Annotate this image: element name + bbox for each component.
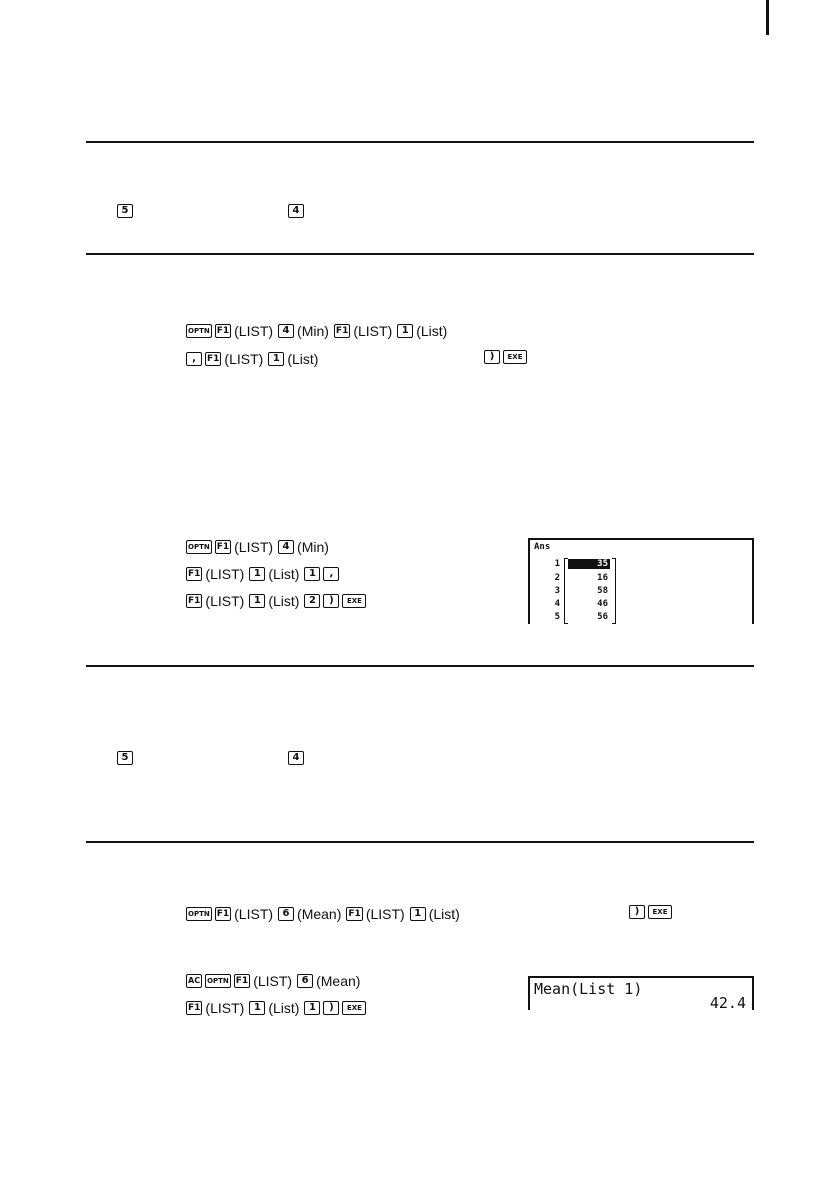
label-list: (List) (268, 593, 300, 609)
list-row (530, 599, 620, 613)
calculator-screen-mean-result (528, 976, 754, 1010)
key-4: 4 (278, 324, 294, 338)
key-f1: F1 (215, 324, 231, 338)
key-exe: EXE (648, 905, 672, 919)
key-1: 1 (268, 352, 284, 366)
label-list-menu: (LIST) (253, 973, 293, 989)
label-list-menu: (LIST) (205, 566, 245, 582)
label-list: (List) (428, 906, 460, 922)
page-edge-marker (766, 0, 769, 35)
label-mean: (Mean) (316, 973, 361, 989)
label-list-menu: (LIST) (205, 1000, 245, 1016)
syntax-line-2 (186, 350, 320, 368)
key-f1: F1 (205, 352, 221, 366)
key-close-paren: ) (323, 594, 339, 608)
label-list-menu: (LIST) (205, 593, 245, 609)
key-close-paren: ) (629, 905, 645, 919)
key-1: 1 (410, 907, 426, 921)
key-5: 5 (117, 204, 133, 218)
example-line-3 (186, 592, 366, 610)
key-ac: AC (186, 974, 202, 988)
key-reference-row-2 (117, 751, 133, 765)
row-index: 2 (554, 573, 560, 583)
screen-title: Ans (534, 542, 551, 552)
key-4: 4 (278, 540, 294, 554)
mean-example-line-1 (186, 972, 362, 990)
key-f1: F1 (234, 974, 250, 988)
label-list-menu: (LIST) (353, 323, 393, 339)
key-f1: F1 (186, 1001, 202, 1015)
row-value: 58 (597, 586, 608, 596)
key-1: 1 (249, 594, 265, 608)
key-f1: F1 (215, 907, 231, 921)
key-comma: , (323, 567, 339, 581)
key-5: 5 (117, 751, 133, 765)
section-divider-1 (86, 141, 754, 143)
syntax-line-2-end (484, 350, 527, 364)
key-f1: F1 (334, 324, 350, 338)
key-exe: EXE (503, 350, 527, 364)
key-1: 1 (397, 324, 413, 338)
example-line-2 (186, 565, 339, 583)
key-f1: F1 (346, 907, 362, 921)
key-1: 1 (249, 1001, 265, 1015)
section-divider-3 (86, 665, 754, 667)
row-index: 1 (554, 559, 560, 569)
label-list: (List) (287, 351, 319, 367)
label-min: (Min) (297, 323, 329, 339)
label-min: (Min) (297, 539, 329, 555)
key-6: 6 (278, 907, 294, 921)
key-exe: EXE (342, 1001, 366, 1015)
key-close-paren: ) (484, 350, 500, 364)
syntax-line-1 (186, 322, 449, 340)
label-list-menu: (LIST) (234, 323, 274, 339)
key-1: 1 (304, 1001, 320, 1015)
label-list-menu: (LIST) (234, 539, 274, 555)
list-row (530, 559, 620, 573)
key-reference-row-2b (288, 751, 304, 765)
key-optn: OPTN (186, 324, 212, 338)
row-value-selected: 35 (568, 559, 610, 569)
row-value: 16 (597, 573, 608, 583)
key-exe: EXE (342, 594, 366, 608)
row-index: 4 (554, 599, 560, 609)
key-4: 4 (288, 751, 304, 765)
key-2: 2 (304, 594, 320, 608)
key-optn: OPTN (205, 974, 231, 988)
row-value: 56 (597, 612, 608, 622)
section-divider-2 (86, 253, 754, 255)
label-list-menu: (LIST) (234, 906, 274, 922)
label-list-menu: (LIST) (224, 351, 264, 367)
list-row (530, 612, 620, 626)
label-list: (List) (416, 323, 448, 339)
row-value: 46 (597, 599, 608, 609)
key-4: 4 (288, 204, 304, 218)
row-index: 5 (554, 612, 560, 622)
label-list: (List) (268, 566, 300, 582)
label-list-menu: (LIST) (365, 906, 405, 922)
key-reference-row-1 (117, 204, 133, 218)
mean-syntax-line-end (629, 905, 672, 919)
label-mean: (Mean) (297, 906, 342, 922)
calculator-screen-list-result (528, 538, 754, 624)
mean-syntax-line (186, 905, 462, 923)
key-close-paren: ) (323, 1001, 339, 1015)
list-row (530, 573, 620, 587)
key-f1: F1 (215, 540, 231, 554)
screen-expression: Mean(List 1) (534, 980, 643, 998)
key-optn: OPTN (186, 540, 212, 554)
mean-example-line-2 (186, 999, 366, 1017)
key-1: 1 (249, 567, 265, 581)
key-comma: , (186, 352, 202, 366)
example-line-1 (186, 538, 331, 556)
list-row (530, 586, 620, 600)
key-optn: OPTN (186, 907, 212, 921)
key-6: 6 (297, 974, 313, 988)
section-divider-4 (86, 841, 754, 843)
label-list: (List) (268, 1000, 300, 1016)
key-f1: F1 (186, 567, 202, 581)
key-f1: F1 (186, 594, 202, 608)
key-1: 1 (304, 567, 320, 581)
row-index: 3 (554, 586, 560, 596)
key-reference-row-1b (288, 204, 304, 218)
screen-result: 42.4 (709, 994, 746, 1012)
